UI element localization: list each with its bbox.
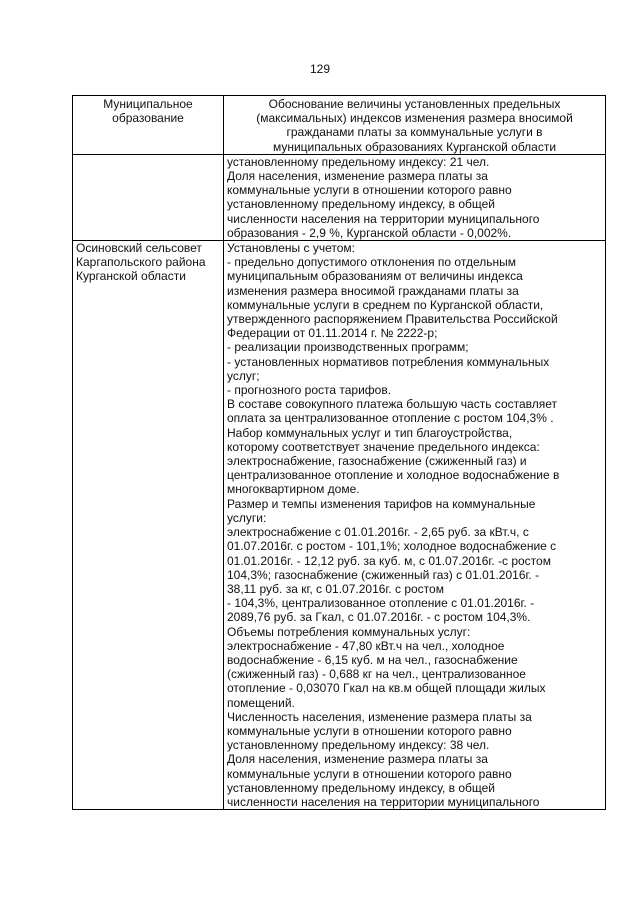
text-line: - реализации производственных программ; [227,340,469,355]
text-line: установленному предельному индексу: 21 чел. [227,154,490,169]
text-line: Доля населения, изменение размера платы за [227,752,488,767]
text-line: оплата за централизованное отопление с ростом 104,3% . [227,411,554,426]
text-line: помещений. [227,695,295,710]
text-line: Обоснование величины установленных предельных [268,97,561,111]
text-line: 2089,76 руб. за Гкал, с 01.07.2016г. - с ростом 104,3%. [227,610,531,625]
text-line: централизованное отопление и холодное водоснабжение в [227,468,560,483]
text-line: Размер и темпы изменения тарифов на коммунальные [227,496,536,511]
text-line: гражданами платы за коммунальные услуги в [286,125,543,140]
text-line: утвержденного распоряжением Правительства Российской [227,312,558,327]
text-line: (сжиженный газ) - 0,688 кг на чел., централизованное [227,667,526,682]
text-line: 104,3%; газоснабжение (сжиженный газ) с 01.01.2016г. - [227,567,540,582]
text-line: 01.07.2016г. с ростом - 101,1%; холодное водоснабжение с [227,539,557,554]
text-line: услуг; [227,368,260,383]
municipality-cell [73,154,224,240]
text-line: коммунальные услуги в среднем по Курганской области, [227,297,544,312]
text-line: Объемы потребления коммунальных услуг: [227,624,471,639]
text-line: - прогнозного роста тарифов. [227,383,392,398]
text-line: многоквартирном доме. [227,482,360,497]
header-municipality [73,96,224,155]
table-header-row [73,96,606,155]
text-line: численности населения на территории муниципального [227,211,540,226]
indices-table [72,95,606,810]
text-line: муниципальных образованиях Курганской области [272,139,557,154]
text-line: установленному предельному индексу, в общей [227,197,495,212]
text-line: (максимальных) индексов изменения размера вносимой [256,111,573,126]
text-line: муниципальным образованиям от величины индекса [227,269,523,284]
text-line: Набор коммунальных услуг и тип благоустройства, [227,425,513,440]
text-line: коммунальные услуги в отношении которого равно [227,723,512,738]
text-line: Осиновский сельсовет [76,241,202,256]
text-line: электроснабжение, газоснабжение (сжиженный газ) и [227,454,527,469]
text-line: - установленных нормативов потребления коммунальных [227,354,550,369]
text-line: 38,11 руб. за кг, с 01.07.2016г. с ростом [227,581,444,596]
table-row [73,154,606,240]
text-line: которому соответствует значение предельного индекса: [227,439,540,454]
text-line: изменения размера вносимой гражданами платы за [227,283,519,298]
text-line: - 104,3%, централизованное отопление с 01.01.2016г. - [227,596,535,611]
text-line: Численность населения, изменение размера платы за [227,709,532,724]
table-row [73,241,606,810]
text-line: Федерации от 01.11.2014 г. № 2222-р; [227,326,438,341]
text-line: отопление - 0,03070 Гкал на кв.м общей площади жилых [227,681,546,696]
text-line: Курганской области [76,269,186,284]
text-line: образования - 2,9 %, Курганской области - 0,002%. [227,225,512,240]
text-line: услуги: [227,510,267,525]
text-line: установленному предельному индексу, в общей [227,780,495,795]
justification-cell [224,241,606,810]
text-line: электроснабжение с 01.01.2016г. - 2,65 руб. за кВт.ч, с [227,525,529,540]
justification-cell [224,154,606,240]
text-line: коммунальные услуги в отношении которого равно [227,183,512,198]
text-line: электроснабжение - 47,80 кВт.ч на чел., холодное [227,638,505,653]
text-line: коммунальные услуги в отношении которого равно [227,766,512,781]
text-line: водоснабжение - 6,15 куб. м на чел., газоснабжение [227,652,518,667]
text-line: образование [112,111,184,126]
text-line: - предельно допустимого отклонения по отдельным [227,255,516,270]
text-line: Каргапольского района [76,255,206,270]
page-number: 129 [309,62,331,76]
municipality-cell [73,241,224,810]
text-line: численности населения на территории муниципального [227,794,540,809]
text-line: Муниципальное [103,97,193,111]
text-line: установленному предельному индексу: 38 чел. [227,738,490,753]
text-line: Доля населения, изменение размера платы за [227,169,488,184]
text-line: 01.01.2016г. - 12,12 руб. за куб. м, с 01.07.2016г. -с ростом [227,553,551,568]
text-line: Установлены с учетом: [227,241,355,256]
header-justification [224,96,606,155]
text-line: В составе совокупного платежа большую часть составляет [227,397,558,412]
